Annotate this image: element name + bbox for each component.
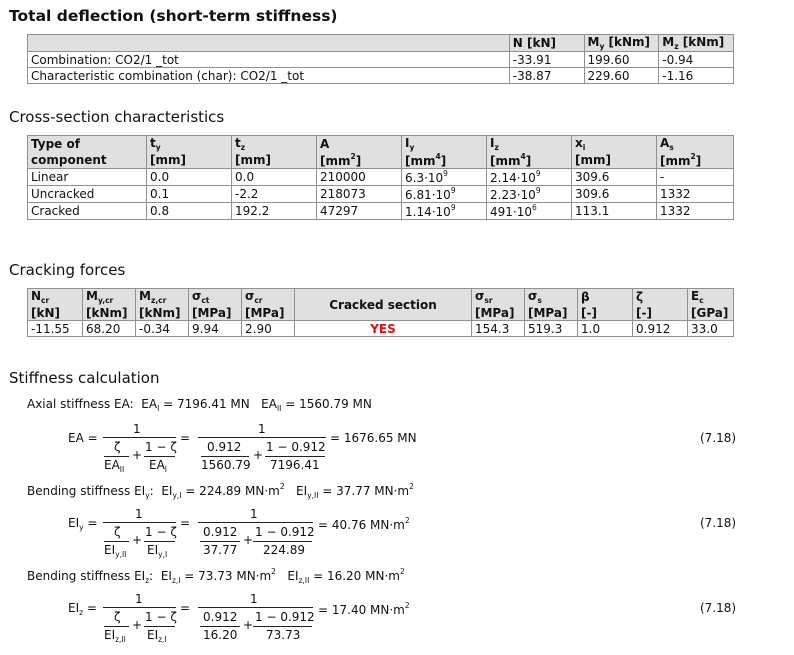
empty-header-cell (28, 35, 510, 52)
bending-y-label: Bending stiffness $EI_y$: $EI_{y,I} = 224.89$ $MN\cdot m^2$ $EI_{y,II} = 37.77$ $MN\cdot m^2$ (27, 482, 414, 500)
table-row: Uncracked 0.1 -2.2 218073 $6.81\cdot 10^9$ $2.23\cdot 10^9$ 309.6 1332 (28, 186, 734, 203)
stiffness-heading: Stiffness calculation (9, 369, 160, 387)
cross-section-table: Type of $t_y$ $t_z$ A $I_y$ $I_z$ $x_i$ $A_s$ component [mm] [mm] $[mm^2]$ $[mm^4]$ $[mm^4]$ [mm] $[mm^2]$ Linear 0.0 0.0 210000 $6.3\cdot 10^9$ $2.14\cdot 10^9$ 309.6 - Uncracked 0.1 -2.2 218073 $6.81\cdot 10^9$ $2.23\cdot 10^9$ 309.6 1332 Cracked 0.8 192.2 47297 $1.14\cdot 10^9$ $491\cdot 10^6$ 113.1 1332 (27, 135, 734, 220)
table-row: Linear 0.0 0.0 210000 $6.3\cdot 10^9$ $2.14\cdot 10^9$ 309.6 - (28, 169, 734, 186)
cross-section-heading: Cross-section characteristics (9, 108, 225, 126)
cracking-forces-table: $N_{cr}$ $M_{y,cr}$ $M_{z,cr}$ $\sigma_{ct}$ $\sigma_{cr}$ Cracked section $\sigma_{sr}$ $\sigma_s$ β ζ $E_c$ [kN] [kNm] [kNm] [MPa] [MPa] [MPa] [MPa] [-] [-] [GPa] -11.55 68.20 -0.34 9.94 2.90 YES 154.3 519.3 1.0 0.912 33.0 (27, 288, 734, 337)
table-row: Cracked 0.8 192.2 47297 $1.14\cdot 10^9$ $491\cdot 10^6$ 113.1 1332 (28, 203, 734, 220)
col-mz: $M_z$ [kNm] (659, 35, 734, 52)
col-my: $M_y$ [kNm] (584, 35, 659, 52)
table-row: -11.55 68.20 -0.34 9.94 2.90 YES 154.3 519.3 1.0 0.912 33.0 (28, 321, 734, 337)
deflection-table (27, 34, 734, 84)
bending-z-label: Bending stiffness $EI_z$: $EI_{z,I} = 73.73$ $MN\cdot m^2$ $EI_{z,II} = 16.20$ $MN\cdot m^2$ (27, 567, 405, 585)
table-row: Characteristic combination (char): CO2/1 _tot -38.87 229.60 -1.16 (28, 68, 734, 84)
table-row: Combination: CO2/1 _tot -33.91 199.60 -0.94 (28, 52, 734, 68)
section-title: Total deflection (short-term stiffness) (9, 7, 338, 25)
cracked-yes: YES (295, 321, 472, 337)
cracking-forces-heading: Cracking forces (9, 261, 126, 279)
col-n: N [kN] (509, 35, 584, 52)
axial-label: Axial stiffness EA: $EA_I = 7196.41$ MN $EA_{II} = 1560.79$ MN (27, 397, 372, 413)
